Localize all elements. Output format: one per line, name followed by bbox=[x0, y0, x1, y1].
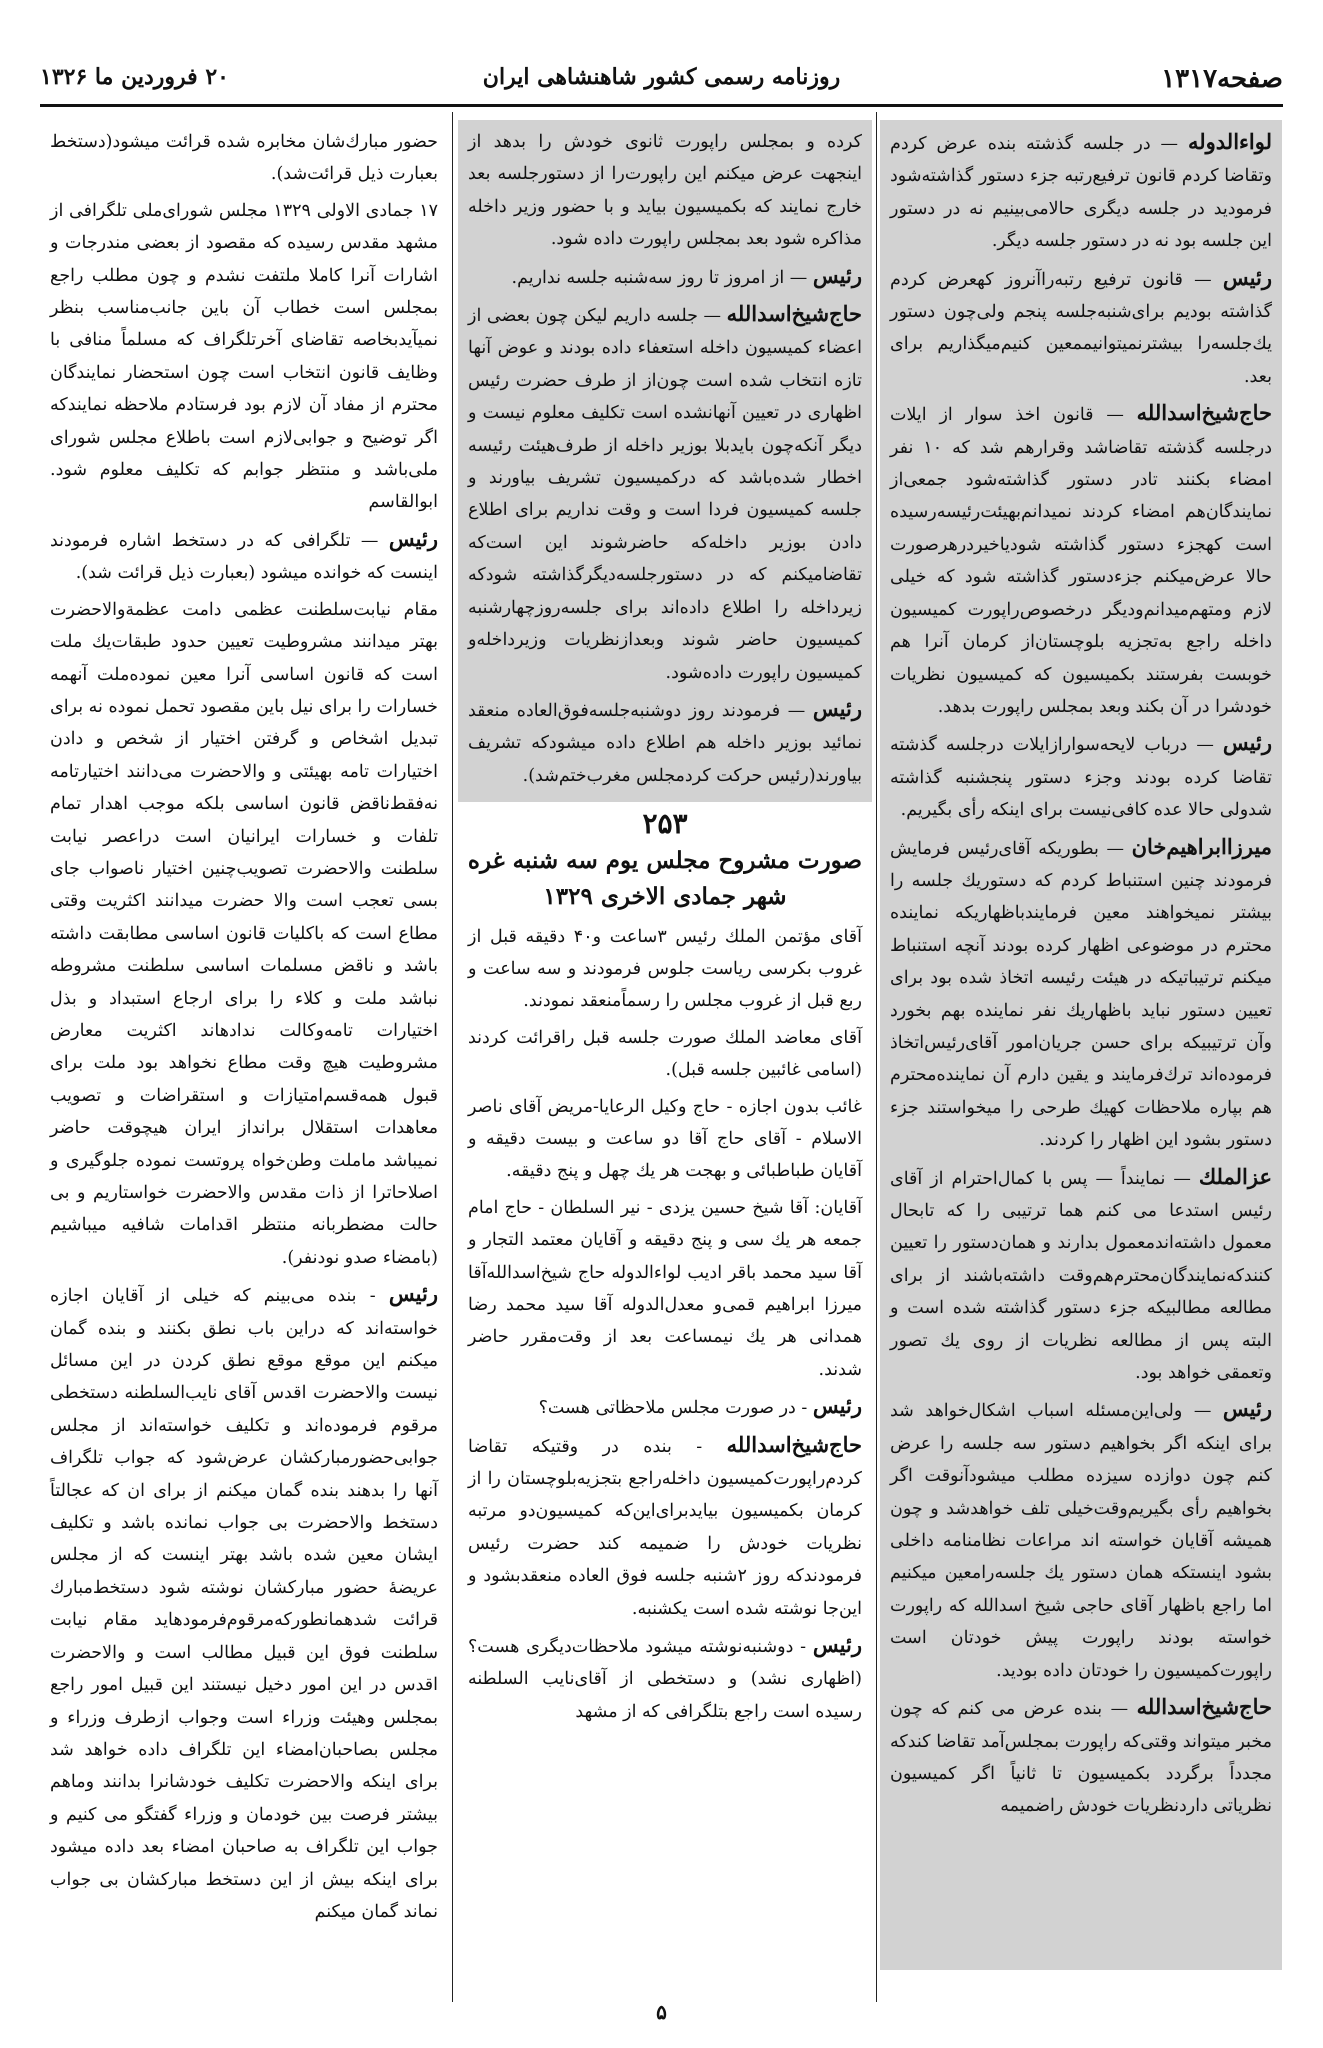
paragraph-text: — قانون ترفیع رتبه‌راآنروز کهعرض کردم گذاشته بودیم برای‌شنبه‌جلسه پنجم ولی‌چون دستور یك‌جلسه‌را بیشترنمیتوانیممعین کنیم‌میگذاریم برای بعد. bbox=[890, 269, 1272, 387]
paragraph-text: - بنده می‌بینم که خیلی از آقایان اجازه خواسته‌اند که دراین باب نطق بکنند و بنده گمان میکنم این موقع موقع نطق کردن در این مسائل نیست والاحضرت اقدس آقای نایب‌السلطنه دستخطی مرقوم فرموده‌اند و تکلیف خواسته‌اند از مجلس جوابی‌حضورمبارکشان عرض‌شود که جواب تلگراف آنها را بدهند بنده گمان میکنم از برای ان که عجالتاً دستخط والاحضرت بی جواب نمانده باشد و تکلیف ایشان معین شده باشد بهتر اینست که از مجلس عریضهٔ حضور مبارکشان نوشته شود دستخط‌مبارك قرائت شدهمانطورکه‌مرقوم‌فرمودهاید مقام نیابت سلطنت فوق این قبیل مطالب است و والاحضرت اقدس در این امور دخیل نیستند این قبیل امور راجع بمجلس وهیئت وزراء است وجواب ازطرف وزراء و مجلس بصاحبان‌امضاء این تلگراف داده خواهد شد برای اینکه والاحضرت تکلیف خودشانرا بدانند وماهم بیشتر فرصت بین خودمان و وزراء گفتگو می کنیم و جواب این تلگراف به صاحبان امضاء بعد داده میشود برای اینکه بیش از این دستخط مبارکشان بی جواب نماند گمان میکنم bbox=[50, 1286, 438, 1922]
speaker-name: رئیس bbox=[1222, 730, 1272, 756]
paragraph-text: حضور مبارك‌شان مخابره شده قرائت میشود(دستخط بعبارت ذیل قرائت‌شد). bbox=[50, 132, 438, 185]
paragraph-text: ۱۷ جمادی الاولی ۱۳۲۹ مجلس شورای‌ملی تلگرافی از مشهد مقدس رسیده که مقصود از بعضی مندرجات و اشارات آنرا کاملا ملتفت نشدم و چون مطلب راجع بمجلس است خطاب آن باین جانب‌مناسب بنظر نمیآیدبخاصه تقاضای آخرتلگراف که مسلماً منافی با وظایف قانون انتخاب است چون استحضار نمایندگان محترم از مفاد آن لازم بود فرستادم ملاحظه نمایندکه اگر توضیح و جوابی‌لازم است باطلاع مجلس شورای ملی‌باشد و منتظر جوابم که تکلیف معلوم شود. ابوالقاسم bbox=[50, 200, 438, 513]
paragraph bbox=[50, 594, 438, 1275]
issue-date: ۲۰ فروردین ما ۱۳۲۶ bbox=[40, 64, 229, 90]
paragraph bbox=[50, 126, 438, 191]
paragraph bbox=[50, 195, 438, 519]
header-rule bbox=[40, 104, 1283, 107]
speaker-name: میرزاابراهیم‌خان bbox=[1131, 833, 1272, 859]
paragraph-text: - در صورت مجلس ملاحظاتی هست؟ bbox=[538, 1398, 808, 1419]
left-column bbox=[40, 120, 448, 1970]
paragraph bbox=[468, 1022, 862, 1087]
paragraph bbox=[468, 1091, 862, 1188]
paragraph-text: — درباب لایحه‌سوارازایلات درجلسه گذشته تقاضا کرده بودند وجزء دستور پنجشنبه گذاشته شدولی حالا عده کافی‌نیست برای اینکه رأی بگیریم. bbox=[890, 735, 1272, 821]
paragraph bbox=[890, 397, 1272, 723]
paragraph-text: — فرمودند روز دوشنبه‌جلسه‌فوق‌العاده منعقد نمائید بوزیر داخله هم اطلاع داده میشودکه تشریف بیاورند(رئیس حرکت کردمجلس مغرب‌ختم‌شد). bbox=[468, 700, 862, 786]
paragraph-text: آقای مؤتمن الملك رئیس ۳ساعت و۴۰ دقیقه قبل از غروب بکرسی ریاست جلوس فرمودند و سه ساعت و ربع قبل از غروب مجلس را رسماًمنعقد نمودند. bbox=[468, 926, 863, 1012]
paragraph-text: - دوشنبه‌نوشته میشود ملاحظات‌دیگری هست؟ (اظهاری نشد) و دستخطی از آقای‌نایب السلطنه رسیده است راجع بتلگرافی که از مشهد bbox=[468, 1637, 862, 1722]
paragraph bbox=[890, 1161, 1272, 1390]
paragraph bbox=[890, 1691, 1272, 1823]
paragraph bbox=[50, 1278, 438, 1928]
middle-column bbox=[458, 120, 872, 1970]
speaker-name: رئیس bbox=[812, 695, 862, 721]
paragraph bbox=[468, 1429, 862, 1625]
paragraph-text: — نماینداً — پس با کمال‌احترام از آقای رئیس استدعا می کنم هما ترتیبی را که تابحال معمول داشته‌اندمعمول بدارند و همان‌دستور را تعیین کنندکه‌نمایندگان‌محترم‌هم‌وقت داشته‌باشند از برای مطالعه مطالبیکه جزء دستور گذاشته شده است و البته پس از مطالعه نظریات از روی یك تصور وتعمقی خواهد بود. bbox=[890, 1168, 1272, 1384]
paragraph-text: آقایان: آقا شیخ حسین یزدی - نیر السلطان - حاج امام جمعه هر یك سی و پنج دقیقه و آقایان معتمد التجار و آقا سید محمد باقر ادیب لواءالدوله حاج شیخ‌اسدالله‌آقا میرزا ابراهیم قمی‌و معدل‌الدوله آقا سید محمد رضا همدانی هر یك نیمساعت بعد از وقت‌مقرر حاضر شدند. bbox=[468, 1197, 862, 1380]
paragraph bbox=[890, 262, 1272, 394]
paragraph bbox=[50, 523, 438, 590]
page-header bbox=[40, 60, 1283, 108]
speaker-name: رئیس bbox=[812, 1632, 862, 1658]
paragraph bbox=[468, 1629, 862, 1728]
paragraph-text: — قانون اخذ سوار از ایلات درجلسه گذشته تقاضاشد وقرارهم شد که ۱۰ نفر امضاء بکنند تادر دستور گذاشته‌شود جمعی‌از نمایندگان‌هم امضاء کردند نمیدانم‌بهیئت‌رئیسه‌رسیده است کهجزء دستور گذاشته شودیاخیردرهرصورت حالا عرض‌میکنم جزءدستور گذاشته شود که خیلی لازم ومتهم‌میدانم‌ودیگر درخصوص‌راپورت کمیسیون داخله راجع به‌تجزیه بلوچستان‌از کرمان آنرا هم خوبست بفرستند بکمیسیون که کمیسیون نظریات خودشرا در آن بکند وبعد بمجلس راپورت بدهد. bbox=[890, 405, 1272, 717]
paragraph-text: — در جلسه گذشته بنده عرض کردم وتقاضا کردم قانون ترفیع‌رتبه جزء دستور گذاشته‌شود فرمودید در جلسه دیگری حالامی‌بینیم نه در دستور این جلسه بود نه در دستور جلسه دیگر. bbox=[890, 134, 1272, 252]
paragraph-text: — از امروز تا روز سه‌شنبه جلسه نداریم. bbox=[511, 267, 808, 288]
page-number: ۵ bbox=[656, 2000, 667, 2024]
paragraph bbox=[468, 1390, 862, 1424]
speaker-name: رئیس bbox=[1222, 1396, 1272, 1422]
paragraph-text: آقای معاضد الملك صورت جلسه قبل راقرائت کردند (اسامی غائبین جلسه قبل). bbox=[468, 1027, 862, 1081]
paragraph bbox=[890, 126, 1272, 258]
speaker-name: رئیس bbox=[388, 1281, 438, 1307]
speaker-name: رئیس bbox=[812, 262, 862, 288]
middle-intro-section bbox=[458, 120, 872, 802]
paragraph bbox=[890, 727, 1272, 826]
session-number: ۲۵۳ bbox=[642, 807, 688, 841]
paragraph bbox=[890, 831, 1272, 1157]
paragraph bbox=[468, 693, 862, 792]
speaker-name: لواءالدوله bbox=[1187, 129, 1272, 154]
paragraph-text: — بنده عرض می کنم که چون مخبر میتواند وقتی‌که راپورت بمجلس‌آمد تقاضا کندکه مجدداً برگردد بکمیسیون تا ثانیاً اگر کمیسیون نظریاتی داردنظریات خودش راضمیمه bbox=[890, 1699, 1272, 1817]
paragraph bbox=[890, 1393, 1272, 1687]
paragraph bbox=[468, 921, 862, 1018]
column-divider-right bbox=[876, 112, 877, 2002]
paragraph-text: مقام نیابت‌سلطنت عظمی دامت عظمة‌والاحضرت بهتر میدانند مشروطیت تعیین حدود طبقات‌یك ملت است که قانون اساسی آنرا معین نموده‌ملت آنهمه خسارات را برای نیل باین مقصود تحمل نموده نه برای تبدیل اشخاص و گرفتن اختیار از شخص و دادن اختیارات تامه بهیئتی و والاحضرت می‌دانند اختیارتامه نه‌فقط‌ناقض قانون اساسی بلکه موجب اهدار تمام تلفات و خسارات ایرانیان است دراعصر نیابت سلطنت والاحضرت تصویب‌چنین اختیار ناصواب جای بسی تعجب است والا حضرت میدانند اکثریت وقتی مطاع است که باکلیات قانون اساسی مطابقت داشته باشد و ناقض مسلمات اساسی سلطنت مشروطه نباشد ملت و کلاء را برای ارجاع استبداد و بذل اختیارات تامه‌وکالت ندادهاند اکثریت معارض مشروطیت هیچ وقت مطاع نخواهد بود ملت برای قبول همه‌قسم‌امتیازات و استقراضات و تصویب معاهدات استقلال برانداز ایران هیچوقت حاضر نمیباشد ماملت وطن‌خواه پروتست نموده جلوگیری و اصلاحاترا از ذات مقدس والاحضرت خواستاریم و بی حالت مضطربانه منتظر اقدامات شافیه میباشیم (بامضاء صدو نودنفر). bbox=[50, 599, 438, 1268]
paragraph bbox=[468, 298, 862, 689]
paragraph bbox=[468, 1192, 862, 1386]
paragraph-text: کرده و بمجلس راپورت ثانوی خودش را بدهد از اینجهت عرض میکنم این راپورت‌را از دستورجلسه بعد خارج‌ نمایند که بکمیسیون بیاید و با حضور وزیر داخله مذاکره شود بعد بمجلس راپورت داده شود. bbox=[468, 132, 862, 250]
speaker-name: حاج‌شیخ‌اسدالله bbox=[1136, 1694, 1272, 1720]
speaker-name: رئیس bbox=[812, 1393, 862, 1419]
speaker-name: رئیس bbox=[388, 525, 438, 551]
session-body bbox=[458, 921, 872, 1729]
paragraph-text: — جلسه داریم لیکن چون بعضی از اعضاء کمیسیون داخله استعفاء داده بودند و عوض آنها تازه انتخاب شده است چون‌از از طرف حضرت رئیس اظهاری در تعیین آنهانشده است تکلیف معلوم نیست و دیگر آنکه‌چون بایدبلا بوزیر داخله از طرف‌هیئت رئیسه اخطار شده‌باشد که درکمیسیون تشریف بیاورند و جلسه کمیسیون فردا است و وقت نداریم برای اطلاع دادن بوزیر داخله‌که حاضرشوند این است‌که تقاضامیکنم که در دستورجلسه‌دیگرگذاشته شودکه زیرداخله را اطلاع داده‌اند برای جلسه‌روزچهارشنبه کمیسیون حاضر شوند وبعدازنظریات وزیرداخله‌و کمیسیون راپورت داده‌شود. bbox=[468, 306, 862, 683]
right-column bbox=[880, 120, 1282, 1970]
page-label: صفحه۱۳۱۷ bbox=[1161, 64, 1283, 94]
speaker-name: حاج‌شیخ‌اسدالله bbox=[726, 1431, 862, 1457]
speaker-name: عزالملك bbox=[1198, 1163, 1272, 1189]
session-title: صورت مشروح مجلس یوم سه شنبه غره شهر جمادی الاخری ۱۳۲۹ bbox=[467, 846, 863, 910]
column-divider-left bbox=[452, 112, 453, 2002]
speaker-name: رئیس bbox=[1222, 264, 1272, 290]
paragraph bbox=[468, 126, 862, 256]
paragraph-text: — تلگرافی که در دستخط اشاره فرمودند اینست که خوانده میشود (بعبارت ذیل قرائت شد). bbox=[50, 530, 438, 584]
paragraph bbox=[468, 260, 862, 294]
paragraph-text: — بطوریکه آقای‌رئیس فرمایش فرمودند چنین استنباط کردم که دستوریك جلسه را بیشتر نمیخواهند معین فرمایندباظهاریکه نماینده محترم در موضوعی اظهار کرده بودند آنچه استنباط میکنم ترتیباتیکه در هیئت رئیسه اتخاذ شده بود برای تعیین دستور نباید باظهاریك نفر نماینده بهم بخورد وآن ترتیبیکه برای حسن جریان‌امور آقای‌رئیس‌اتخاذ فرموده‌اند ترك‌فرمایند و یقین دارم آن نماینده‌محترم هم بپاره ملاحظات کهیك طرحی را میخواستند جزء دستور بشود این اظهار را کردند. bbox=[890, 838, 1272, 1151]
paragraph-text: - بنده در وقتیکه تقاضا کردم‌راپورت‌کمیسیون داخله‌راجع بتجزیه‌بلوچستان را از کرمان بکمیسیون بیایدبرای‌این‌که کمیسیون‌دو مرتبه نظریات خودش را ضمیمه کند حضرت رئیس فرمودندکه روز ۲شنبه جلسه فوق العاده منعقدبشود و این‌جا نوشته شده است یکشنبه. bbox=[468, 1436, 862, 1619]
speaker-name: حاج‌شیخ‌اسدالله bbox=[726, 301, 862, 327]
speaker-name: حاج‌شیخ‌اسدالله bbox=[1136, 400, 1272, 426]
paragraph-text: — ولی‌این‌مسئله اسباب اشکال‌خواهد شد برای اینکه اگر بخواهیم دستور سه جلسه را عرض کنم چون دوازده سیزده مطلب میشودآنوقت اگر بخواهیم رأی بگیریم‌وقت‌خیلی تلف خواهدشد و چون همیشه آقایان خواسته اند مراعات نظامنامه داخلی بشود اینستکه همان دستور یك جلسه‌رامعین میکنیم اما راجع باظهار آقای حاجی شیخ اسدالله که راپورت خواسته بودند راپورت پیش خودتان است راپورت‌کمیسیون را خودتان داده بودید. bbox=[890, 1401, 1272, 1681]
paragraph-text: غائب بدون اجازه - حاج وکیل الرعایا-مریض آقای ناصر الاسلام - آقای حاج آقا دو ساعت و بیست دقیقه و آقایان طباطبائی و بهجت هر یك چهل و پنج دقیقه. bbox=[468, 1096, 862, 1182]
newspaper-title: روزنامه رسمی کشور شاهنشاهی ایران bbox=[482, 64, 841, 90]
